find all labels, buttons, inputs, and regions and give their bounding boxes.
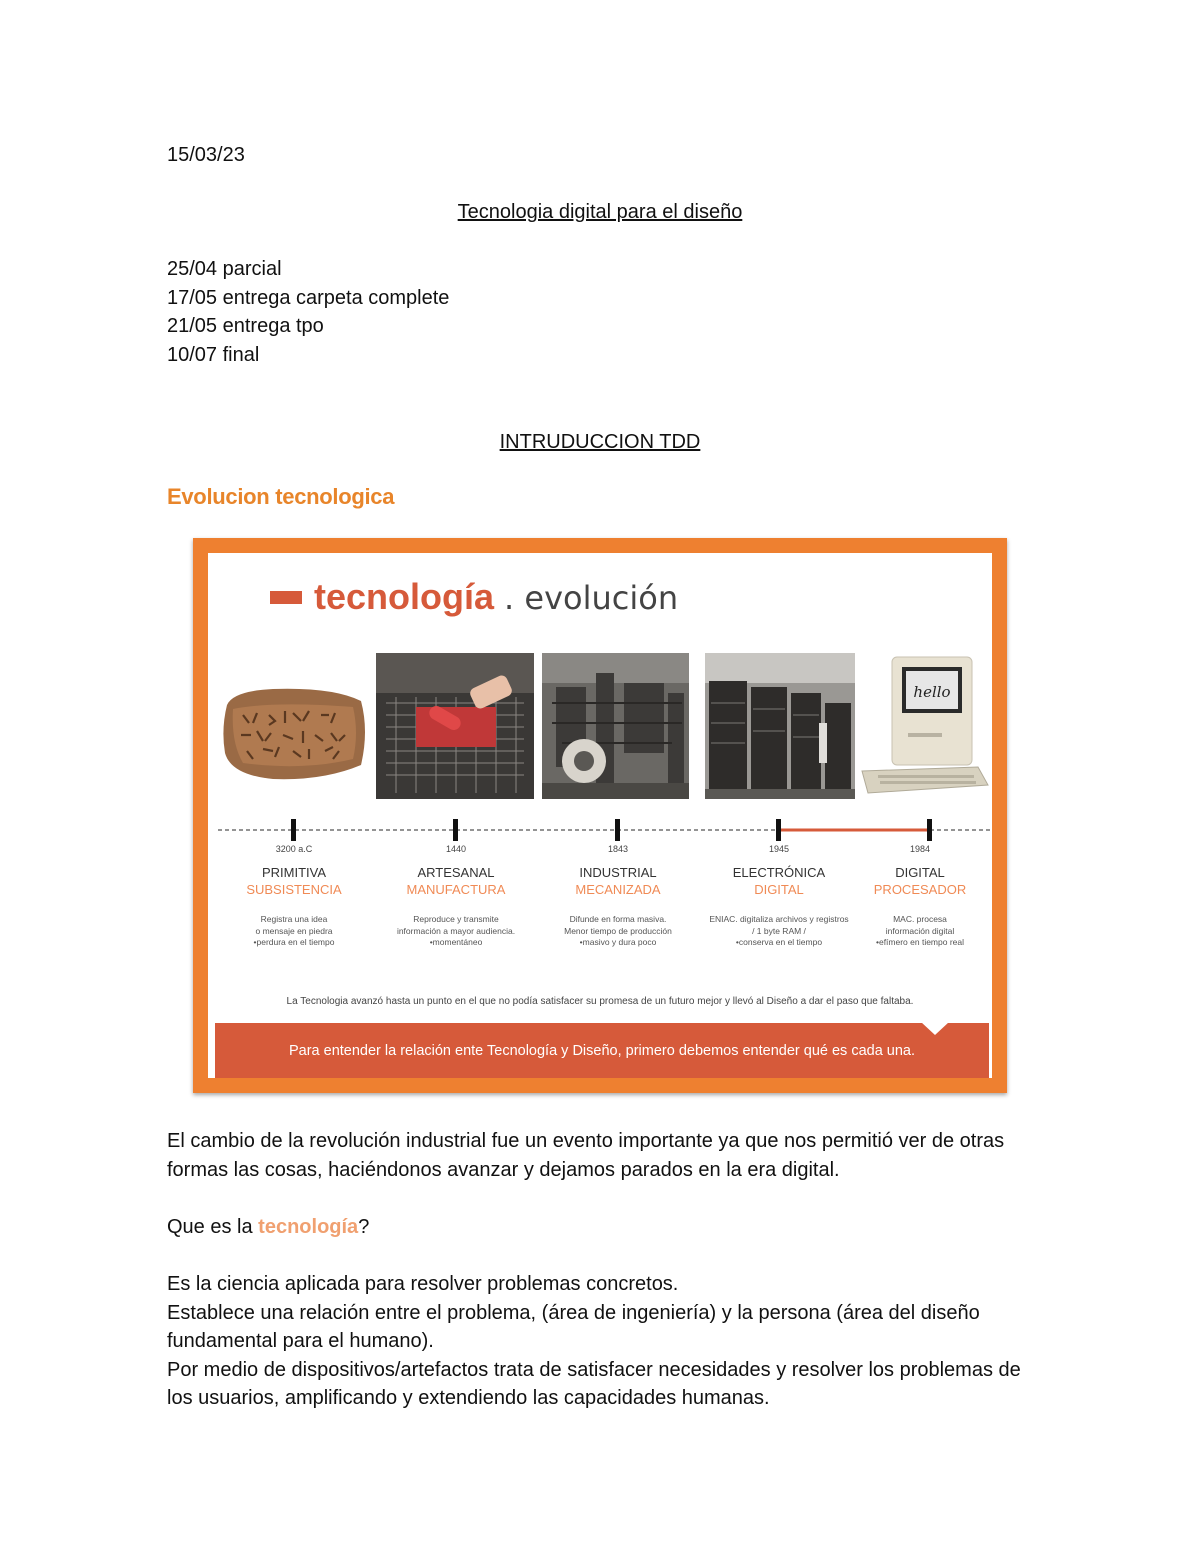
era-artesanal: [376, 843, 536, 949]
era-name: ELECTRÓNICA: [732, 865, 826, 880]
era-name: DIGITAL: [895, 865, 945, 880]
schedule-item: 21/05 entrega tpo: [167, 315, 324, 337]
era-description: [848, 914, 992, 949]
era-desc-line: o mensaje en piedra: [255, 925, 333, 936]
era-description: [376, 914, 536, 949]
era-description: [699, 914, 859, 949]
era-desc-line: •momentáneo: [429, 937, 483, 947]
era-desc-line: Difunde en forma masiva.: [569, 914, 667, 924]
era-desc-line: •efímero en tiempo real: [875, 937, 965, 947]
slide-footer-text: Para entender la relación ente Tecnología y Diseño, primero debemos entender qué es cada una.: [288, 1042, 916, 1059]
era-electronica: [699, 843, 859, 949]
era-desc-line: Menor tiempo de producción: [564, 925, 672, 936]
era-name: PRIMITIVA: [261, 865, 327, 880]
era-name: ARTESANAL: [417, 865, 495, 880]
timeline-tick: [291, 819, 296, 841]
timeline: [208, 817, 992, 843]
era-year: 1945: [768, 844, 790, 854]
slide-canvas: [208, 553, 992, 1078]
timeline-tick: [927, 819, 932, 841]
answer-line: Es la ciencia aplicada para resolver problemas concretos.: [167, 1273, 679, 1295]
schedule-item: 25/04 parcial: [167, 258, 282, 280]
schedule-item: 17/05 entrega carpeta complete: [167, 287, 450, 309]
slide-title-strong: tecnología: [314, 576, 495, 617]
slide-footer-banner: [215, 1023, 989, 1078]
era-desc-line: / 1 byte RAM /: [752, 925, 806, 936]
title-bar-mark: [270, 591, 302, 604]
slide-title: [270, 575, 678, 620]
era-year: 1984: [909, 844, 931, 854]
era-desc-line: •masivo y dura poco: [579, 937, 657, 947]
slide-title-light: . evolución: [504, 579, 679, 617]
macintosh-image: [858, 653, 992, 799]
era-name: INDUSTRIAL: [579, 865, 657, 880]
timeline-tick: [776, 819, 781, 841]
era-desc-line: •conserva en el tiempo: [735, 937, 823, 947]
era-primitiva: [214, 843, 374, 949]
question-keyword: tecnología: [258, 1216, 359, 1238]
era-industrial: [538, 843, 698, 949]
question-line: [167, 1213, 1047, 1242]
era-desc-line: MAC. procesa: [893, 914, 947, 924]
screen-hello-text: hello: [913, 683, 951, 701]
era-desc-line: información digital: [885, 925, 955, 936]
answer-line: Por medio de dispositivos/artefactos trata de satisfacer necesidades y resolver los problemas de los usuarios, amplificando y extendiendo las capacidades humanas.: [167, 1358, 1021, 1409]
era-subtitle: DIGITAL: [754, 882, 804, 897]
answer-line: Establece una relación entre el problema, (área de ingeniería) y la persona (área del diseño fundamental para el humano).: [167, 1301, 980, 1352]
era-year: 1843: [607, 844, 629, 854]
callout-notch: [921, 1022, 949, 1035]
era-subtitle: PROCESADOR: [873, 882, 967, 897]
era-subtitle: MANUFACTURA: [406, 882, 506, 897]
slide-note: La Tecnologia avanzó hasta un punto en el que no podía satisfacer su promesa de un futuro mejor y llevó al Diseño a dar el paso que faltaba.: [286, 996, 914, 1007]
question-prefix: Que es la: [167, 1216, 259, 1238]
era-digital: [848, 843, 992, 949]
era-description: [538, 914, 698, 949]
era-desc-line: Reproduce y transmite: [413, 914, 499, 924]
schedule-item: 10/07 final: [167, 344, 260, 366]
era-description: [214, 914, 374, 949]
question-suffix: ?: [358, 1216, 370, 1238]
course-title: Tecnologia digital para el diseño: [457, 201, 743, 223]
section-title: INTRUDUCCION TDD: [499, 431, 701, 453]
era-desc-line: información a mayor audiencia.: [396, 925, 516, 936]
answer-block: [167, 1270, 1047, 1413]
slide-image: [193, 538, 1007, 1093]
era-year: 1440: [445, 844, 467, 854]
era-year: 3200 a.C: [275, 844, 313, 854]
clay-tablet-image: [213, 653, 373, 799]
paragraph-revolution: El cambio de la revolución industrial fue un evento importante ya que nos permitió ver de otras formas las cosas, haciéndonos avanzar y dejamos parados en la era digital.: [167, 1130, 1005, 1181]
printing-press-image: [376, 653, 534, 799]
timeline-tick: [615, 819, 620, 841]
timeline-tick: [453, 819, 458, 841]
era-desc-line: ENIAC. digitaliza archivos y registros: [709, 914, 849, 924]
era-desc-line: Registra una idea: [260, 914, 328, 924]
era-subtitle: SUBSISTENCIA: [246, 882, 342, 897]
industrial-machine-image: [542, 653, 689, 799]
era-desc-line: •perdura en el tiempo: [253, 937, 335, 947]
era-subtitle: MECANIZADA: [575, 882, 661, 897]
subheading: Evolucion tecnologica: [167, 484, 395, 509]
date-line: 15/03/23: [167, 144, 245, 166]
eniac-image: [705, 653, 855, 799]
